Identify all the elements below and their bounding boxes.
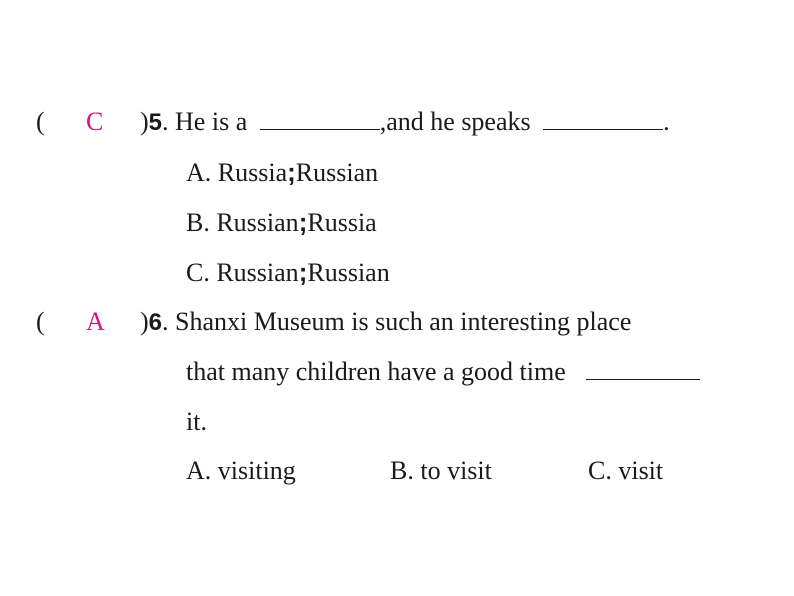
- stem-text: ,and he speaks: [379, 107, 531, 136]
- open-paren: (: [36, 307, 45, 336]
- option-text: Russian: [307, 258, 390, 287]
- open-paren: (: [36, 107, 45, 136]
- answer-blank[interactable]: [586, 357, 700, 380]
- question-6-stem-line2: [186, 357, 700, 387]
- option-sep: ;: [298, 207, 308, 237]
- option-a[interactable]: [186, 157, 378, 188]
- question-6-stem-line3: [186, 407, 207, 437]
- close-paren: ): [140, 107, 149, 136]
- option-sep: ;: [298, 257, 308, 287]
- stem-text: that many children have a good time: [186, 357, 566, 386]
- stem-text: . Shanxi Museum is such an interesting place: [162, 307, 632, 336]
- answer-blank[interactable]: [260, 107, 380, 130]
- option-b[interactable]: B. to visit: [390, 456, 492, 485]
- question-number: 5: [148, 109, 163, 136]
- option-text: Russia: [307, 208, 377, 237]
- question-5-stem: [140, 107, 670, 138]
- option-b[interactable]: [186, 207, 377, 238]
- stem-text: it.: [186, 407, 207, 436]
- option-a[interactable]: A. visiting: [186, 456, 296, 485]
- close-paren: ): [140, 307, 149, 336]
- answer-6: A: [86, 307, 105, 336]
- option-c[interactable]: [186, 257, 390, 288]
- option-text: B. Russian: [186, 208, 299, 237]
- answer-blank[interactable]: [543, 107, 663, 130]
- question-6-stem-line1: [140, 307, 631, 338]
- option-text: A. Russia: [186, 158, 288, 187]
- option-text: Russian: [295, 158, 379, 187]
- option-sep: ;: [287, 157, 296, 187]
- stem-end: .: [663, 107, 670, 136]
- stem-text: . He is a: [162, 107, 248, 136]
- option-text: C. Russian: [186, 258, 299, 287]
- question-number: 6: [148, 309, 163, 336]
- option-c[interactable]: C. visit: [588, 456, 664, 485]
- answer-5: C: [86, 107, 104, 136]
